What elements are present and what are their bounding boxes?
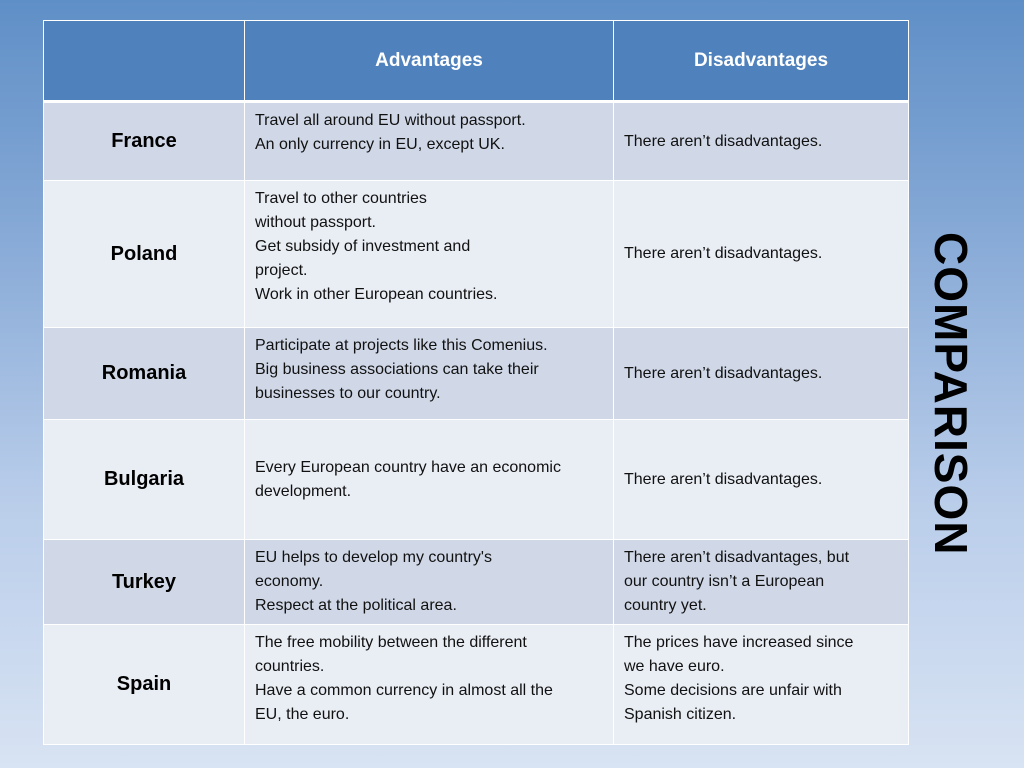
disadvantages-cell	[614, 625, 909, 745]
table-row-spain	[44, 625, 909, 745]
advantages-line: without passport.	[255, 214, 376, 231]
disadvantages-line: country yet.	[624, 597, 707, 614]
disadvantages-cell	[614, 420, 909, 540]
advantages-line: economy.	[255, 573, 324, 590]
advantages-cell	[245, 420, 614, 540]
advantages-cell	[245, 328, 614, 420]
advantages-line: Work in other European countries.	[255, 286, 498, 303]
header-country-cell	[44, 21, 245, 102]
disadvantages-line: There aren’t disadvantages.	[624, 245, 823, 262]
advantages-line: EU helps to develop my country's	[255, 549, 492, 566]
advantages-line: The free mobility between the different	[255, 634, 527, 651]
advantages-line: Travel all around EU without passport.	[255, 112, 526, 129]
country-cell: Romania	[44, 328, 245, 420]
country-cell: France	[44, 102, 245, 181]
comparison-table	[43, 20, 909, 745]
advantages-line: Travel to other countries	[255, 190, 427, 207]
disadvantages-cell	[614, 102, 909, 181]
disadvantages-line: There aren’t disadvantages.	[624, 470, 823, 488]
country-cell: Poland	[44, 181, 245, 328]
disadvantages-line: There aren’t disadvantages.	[624, 364, 823, 382]
advantages-line: Have a common currency in almost all the	[255, 682, 553, 699]
table-row-poland	[44, 181, 909, 328]
table-row-france	[44, 102, 909, 181]
advantages-line: Respect at the political area.	[255, 597, 457, 614]
advantages-line: Participate at projects like this Comenius.	[255, 337, 548, 354]
advantages-line: project.	[255, 262, 308, 279]
advantages-cell	[245, 102, 614, 181]
disadvantages-line: There aren’t disadvantages.	[624, 132, 823, 150]
disadvantages-line: Spanish citizen.	[624, 706, 737, 723]
country-cell: Turkey	[44, 540, 245, 625]
table-row-bulgaria	[44, 420, 909, 540]
disadvantages-line: our country isn’t a European	[624, 573, 825, 590]
advantages-line: Get subsidy of investment and	[255, 238, 471, 255]
advantages-line: Every European country have an economic	[255, 458, 561, 476]
advantages-line: countries.	[255, 658, 325, 675]
disadvantages-cell	[614, 181, 909, 328]
disadvantages-line: Some decisions are unfair with	[624, 682, 842, 699]
table-row-turkey	[44, 540, 909, 625]
advantages-cell	[245, 625, 614, 745]
advantages-cell	[245, 540, 614, 625]
table-header-row	[44, 21, 909, 102]
disadvantages-line: we have euro.	[624, 658, 725, 675]
country-cell: Spain	[44, 625, 245, 745]
advantages-line: Big business associations can take their	[255, 361, 539, 378]
disadvantages-line: There aren’t disadvantages, but	[624, 549, 850, 566]
table-row-romania	[44, 328, 909, 420]
advantages-cell	[245, 181, 614, 328]
disadvantages-cell	[614, 540, 909, 625]
disadvantages-cell	[614, 328, 909, 420]
advantages-line: EU, the euro.	[255, 706, 350, 723]
side-title: COMPARISON	[925, 232, 977, 556]
disadvantages-line: The prices have increased since	[624, 634, 854, 651]
country-cell: Bulgaria	[44, 420, 245, 540]
header-advantages: Advantages	[245, 21, 614, 102]
advantages-line: businesses to our country.	[255, 385, 441, 402]
advantages-line: An only currency in EU, except UK.	[255, 136, 505, 153]
advantages-line: development.	[255, 482, 352, 500]
header-disadvantages: Disadvantages	[614, 21, 909, 102]
